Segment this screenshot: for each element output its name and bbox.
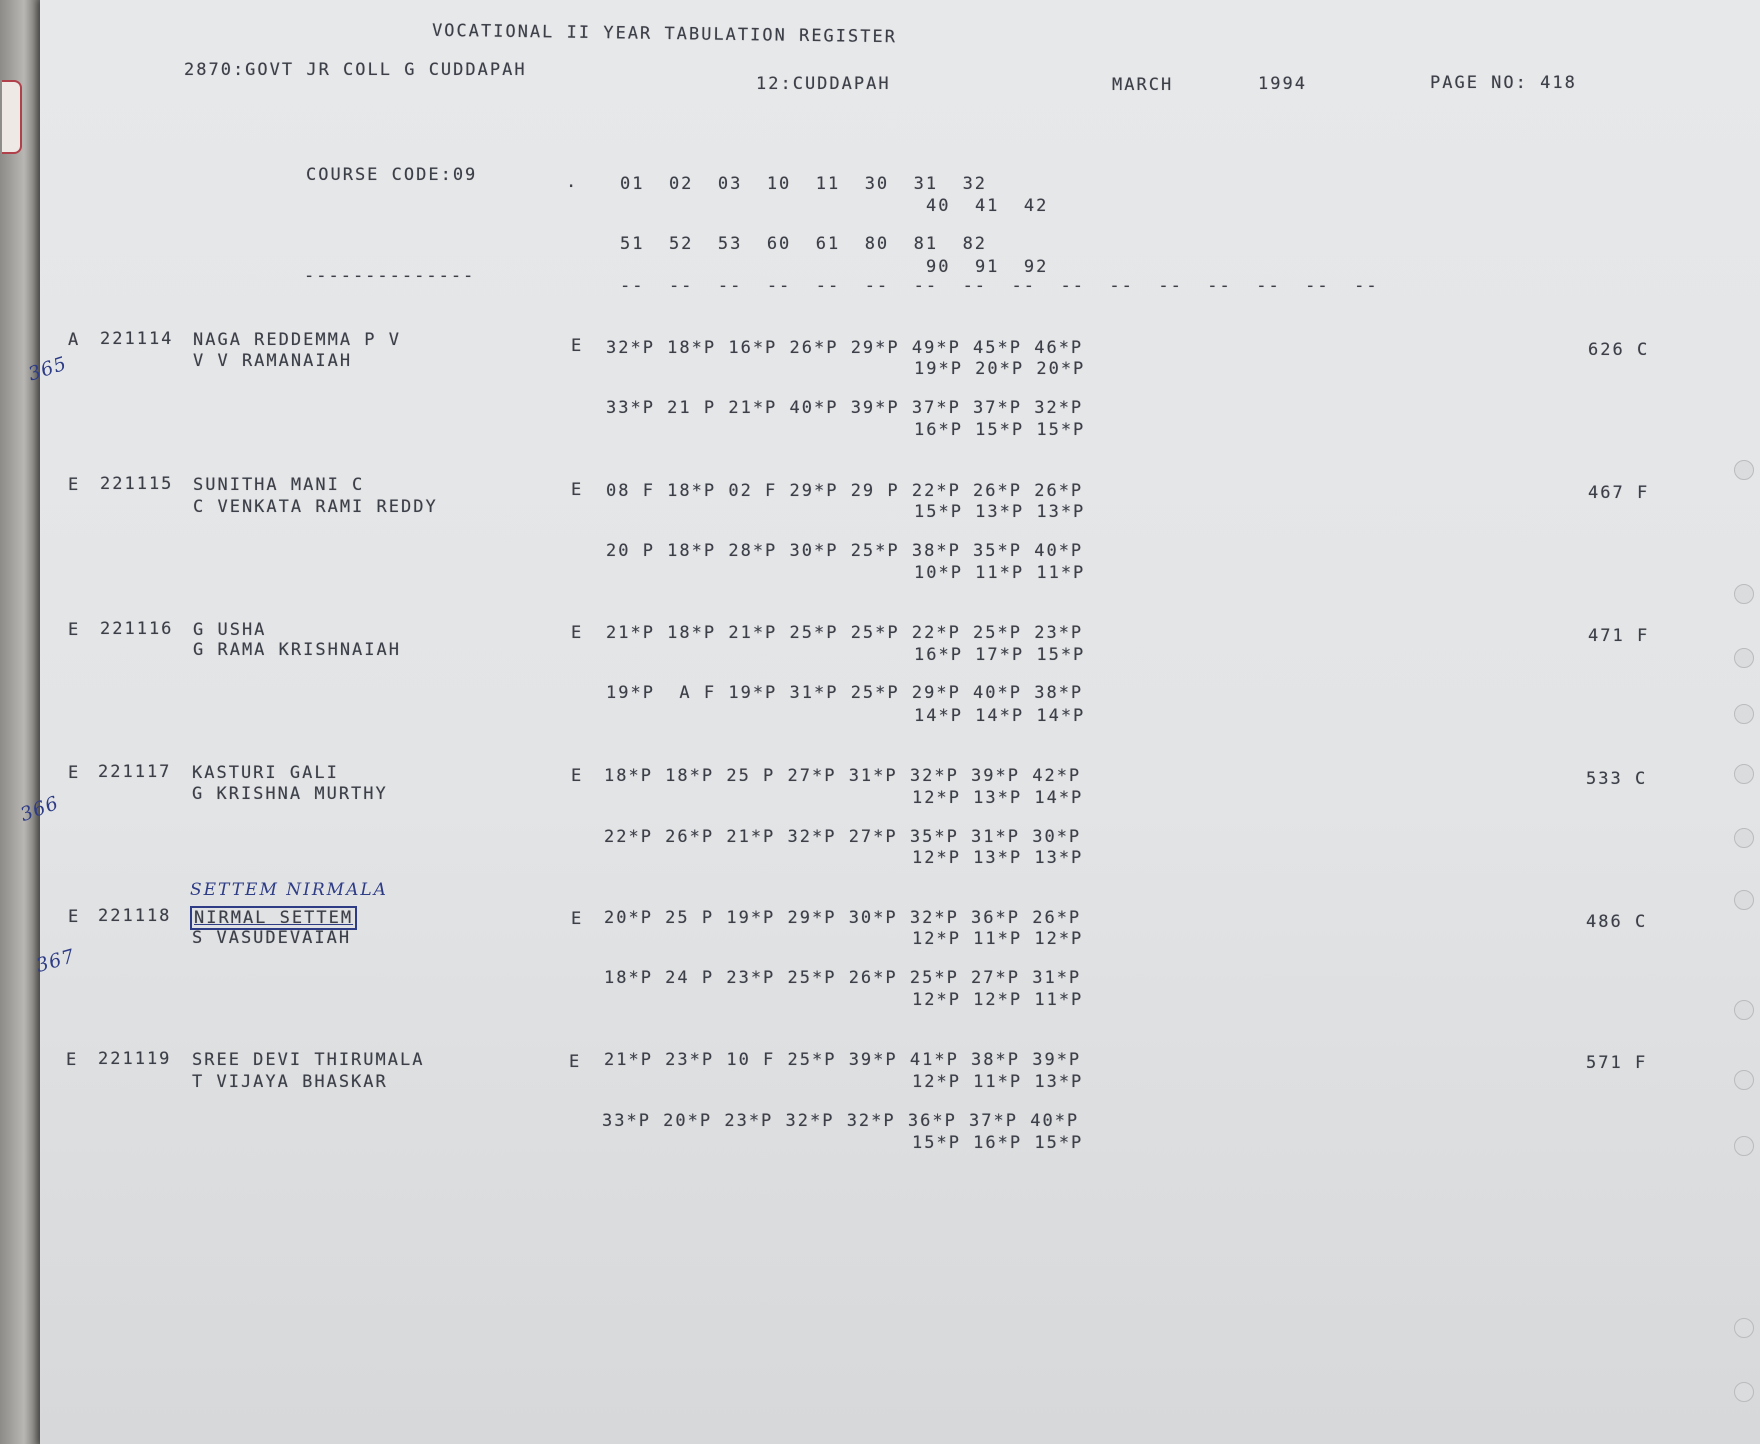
medium: E — [569, 1052, 582, 1072]
parent-name: S VASUDEVAIAH — [192, 928, 352, 948]
punch-hole — [1734, 1070, 1754, 1090]
binder-stamp — [2, 80, 22, 154]
marks-row-sub: 12*P 12*P 11*P — [912, 990, 1084, 1010]
category: E — [68, 763, 81, 783]
marks-row: 22*P 26*P 21*P 32*P 27*P 35*P 31*P 30*P — [604, 827, 1082, 847]
subject-codes-row1b: 40 41 42 — [926, 196, 1049, 216]
marks-row: 21*P 23*P 10 F 25*P 39*P 41*P 38*P 39*P — [604, 1050, 1082, 1070]
parent-name: G KRISHNA MURTHY — [192, 784, 388, 804]
college-name: 2870:GOVT JR COLL G CUDDAPAH — [184, 60, 527, 80]
medium: E — [571, 909, 584, 929]
marks-row: 18*P 24 P 23*P 25*P 26*P 25*P 27*P 31*P — [604, 968, 1082, 988]
medium: E — [571, 766, 584, 786]
marks-row-sub: 12*P 11*P 12*P — [912, 929, 1084, 949]
handwritten-serial: 365 — [25, 352, 70, 386]
marks-row: 20 P 18*P 28*P 30*P 25*P 38*P 35*P 40*P — [606, 541, 1084, 561]
marks-row: 32*P 18*P 16*P 26*P 29*P 49*P 45*P 46*P — [606, 338, 1084, 358]
register-page — [40, 0, 1760, 1444]
parent-name: V V RAMANAIAH — [193, 351, 353, 371]
handwritten-serial: 367 — [33, 945, 78, 977]
marks-row-sub: 15*P 16*P 15*P — [912, 1133, 1084, 1153]
punch-hole — [1734, 704, 1754, 724]
student-name: NIRMAL SETTEM — [190, 906, 357, 930]
total-result: 467 F — [1588, 483, 1650, 503]
roll-number: 221119 — [98, 1049, 172, 1069]
subject-codes-row1: 01 02 03 10 11 30 31 32 — [620, 174, 988, 194]
subject-codes-row2b: 90 91 92 — [926, 257, 1049, 277]
punch-hole — [1734, 1382, 1754, 1402]
page-number: PAGE NO: 418 — [1430, 73, 1577, 93]
marks-row-sub: 12*P 13*P 13*P — [912, 848, 1084, 868]
marks-row-sub: 15*P 13*P 13*P — [914, 502, 1086, 522]
handwritten-name-correction: SETTEM NIRMALA — [190, 880, 388, 900]
marks-row-sub: 12*P 11*P 13*P — [912, 1072, 1084, 1092]
parent-name: C VENKATA RAMI REDDY — [193, 497, 438, 517]
marks-row: 19*P A F 19*P 31*P 25*P 29*P 40*P 38*P — [606, 683, 1084, 703]
punch-hole — [1734, 890, 1754, 910]
roll-number: 221115 — [100, 474, 174, 494]
marks-row: 33*P 21 P 21*P 40*P 39*P 37*P 37*P 32*P — [606, 398, 1084, 418]
marks-row: 20*P 25 P 19*P 29*P 30*P 32*P 36*P 26*P — [604, 908, 1082, 928]
punch-hole — [1734, 584, 1754, 604]
punch-hole — [1734, 764, 1754, 784]
punch-hole — [1734, 1318, 1754, 1338]
marks-row: 08 F 18*P 02 F 29*P 29 P 22*P 26*P 26*P — [606, 481, 1084, 501]
marks-row: 33*P 20*P 23*P 32*P 32*P 36*P 37*P 40*P — [602, 1111, 1080, 1131]
parent-name: T VIJAYA BHASKAR — [192, 1072, 388, 1092]
total-result: 471 F — [1588, 626, 1650, 646]
marks-row-sub: 14*P 14*P 14*P — [914, 706, 1086, 726]
binder-edge — [0, 0, 40, 1444]
category: E — [68, 620, 81, 640]
roll-number: 221114 — [100, 329, 174, 349]
course-underline: -------------- — [304, 266, 476, 286]
student-name: SREE DEVI THIRUMALA — [192, 1050, 425, 1070]
course-code: COURSE CODE:09 — [306, 165, 478, 185]
marks-row: 18*P 18*P 25 P 27*P 31*P 32*P 39*P 42*P — [604, 766, 1082, 786]
column-dashes: -- -- -- -- -- -- -- -- -- -- -- -- -- -- -- -- — [620, 276, 1379, 296]
category: E — [68, 907, 81, 927]
total-result: 486 C — [1586, 912, 1648, 932]
punch-hole — [1734, 460, 1754, 480]
marks-row-sub: 16*P 17*P 15*P — [914, 645, 1086, 665]
punch-hole — [1734, 828, 1754, 848]
course-dot: . — [566, 172, 579, 192]
parent-name: G RAMA KRISHNAIAH — [193, 640, 401, 660]
student-name: G USHA — [193, 620, 267, 640]
exam-month: MARCH — [1112, 75, 1174, 95]
category: E — [68, 475, 81, 495]
total-result: 571 F — [1586, 1053, 1648, 1073]
marks-row: 21*P 18*P 21*P 25*P 25*P 22*P 25*P 23*P — [606, 623, 1084, 643]
punch-hole — [1734, 1000, 1754, 1020]
medium: E — [571, 623, 584, 643]
student-name: SUNITHA MANI C — [193, 475, 365, 495]
district: 12:CUDDAPAH — [756, 74, 891, 94]
category: E — [66, 1050, 79, 1070]
roll-number: 221118 — [98, 906, 172, 926]
punch-hole — [1734, 1136, 1754, 1156]
marks-row-sub: 10*P 11*P 11*P — [914, 563, 1086, 583]
total-result: 533 C — [1586, 769, 1648, 789]
exam-year: 1994 — [1258, 74, 1307, 94]
total-result: 626 C — [1588, 340, 1650, 360]
category: A — [68, 330, 81, 350]
punch-hole — [1734, 648, 1754, 668]
marks-row-sub: 16*P 15*P 15*P — [914, 420, 1086, 440]
marks-row-sub: 19*P 20*P 20*P — [914, 359, 1086, 379]
roll-number: 221116 — [100, 619, 174, 639]
student-name: NAGA REDDEMMA P V — [193, 330, 401, 350]
register-title: VOCATIONAL II YEAR TABULATION REGISTER — [431, 20, 898, 48]
marks-row-sub: 12*P 13*P 14*P — [912, 788, 1084, 808]
medium: E — [571, 480, 584, 500]
roll-number: 221117 — [98, 762, 172, 782]
student-name: KASTURI GALI — [192, 763, 339, 783]
handwritten-serial: 366 — [17, 791, 62, 827]
medium: E — [571, 336, 584, 356]
subject-codes-row2: 51 52 53 60 61 80 81 82 — [620, 234, 988, 254]
